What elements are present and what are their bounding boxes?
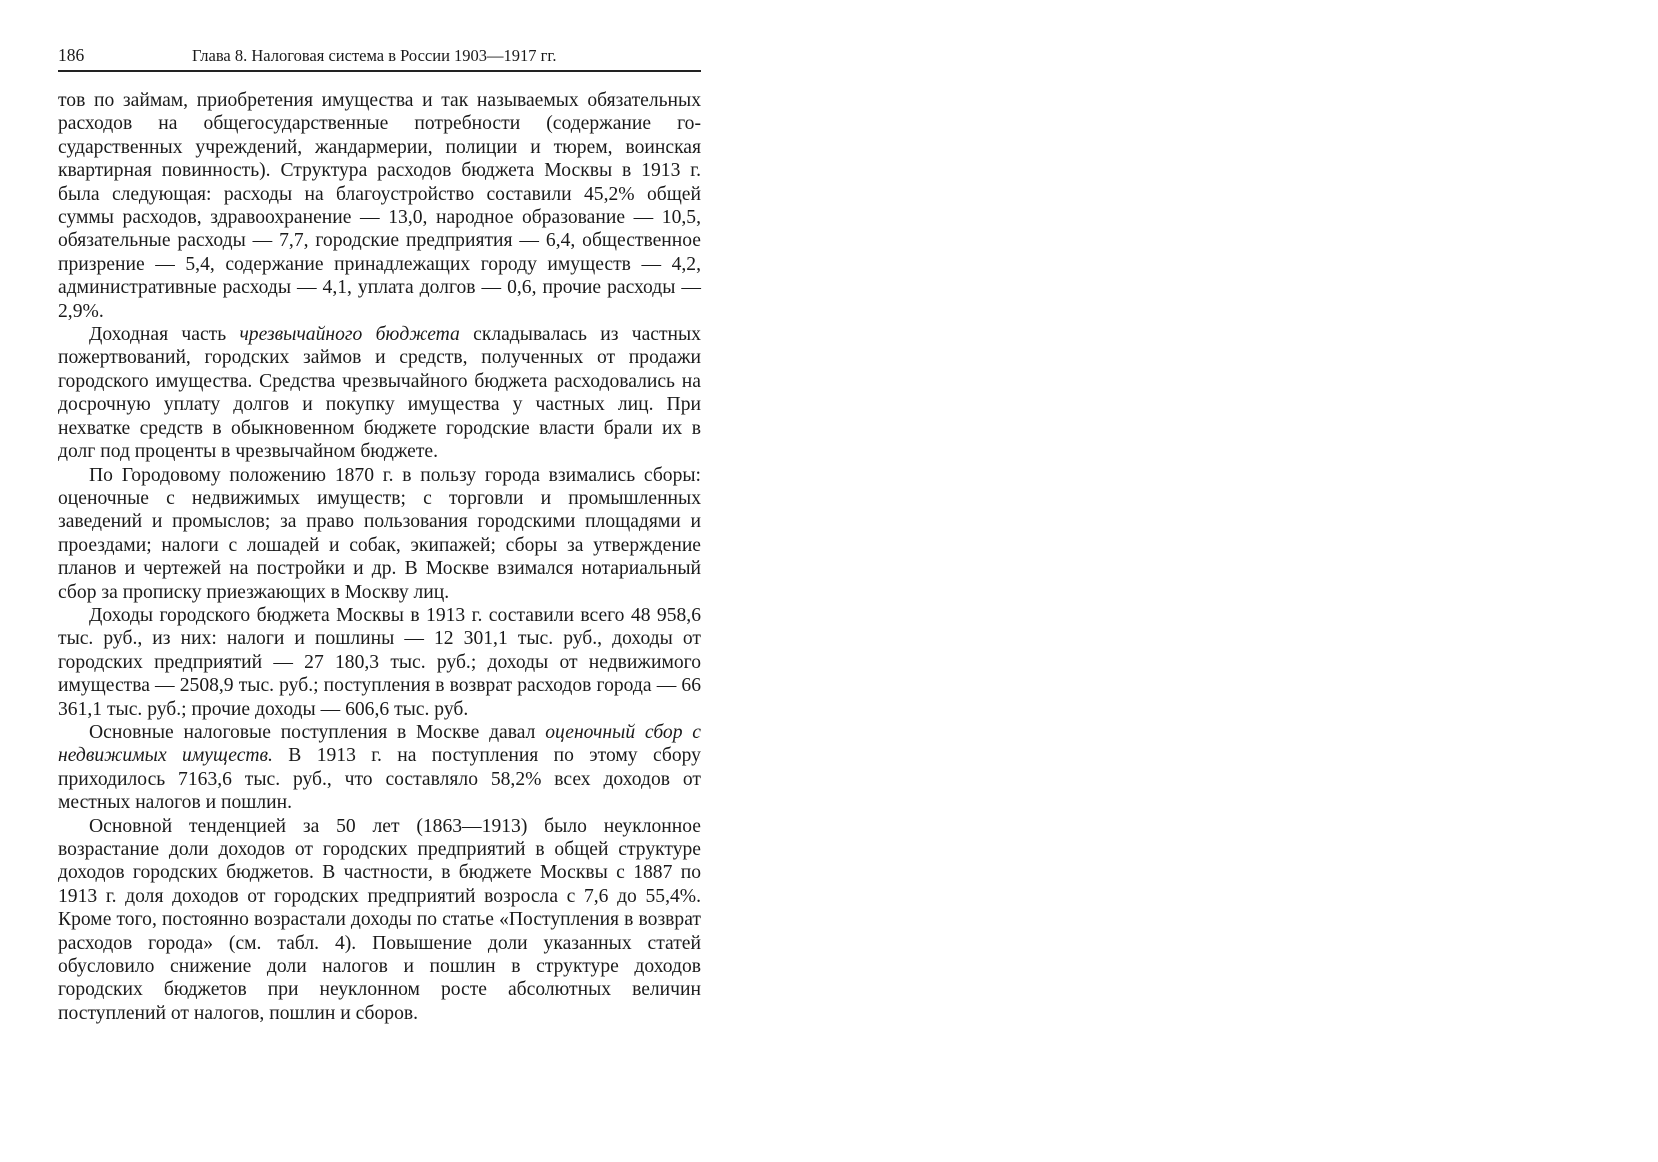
paragraph — [58, 464, 701, 604]
text-run: Доходная часть — [89, 324, 240, 346]
paragraph — [58, 323, 701, 463]
text-run: Основные налоговые поступления в Москве давал — [89, 721, 546, 743]
chapter-title: Глава 8. Налоговая система в России 1903—1917 гг. — [192, 45, 557, 65]
italic-term: чрезвычайного бюджета — [239, 324, 460, 346]
body-text — [58, 89, 701, 1025]
page-number: 186 — [58, 44, 85, 65]
text-run: Доходы городского бюджета Москвы в 1913 г. составили всего 48 958,6 тыс. руб., из них: налоги и пошлины — 12 301,1 тыс. руб., доходы от городских предприятий — 27 180,3 тыс. руб.; доходы от недвижимого имущества — 2508,9 тыс. руб.; поступления в возврат расходов города — 66 361,1 тыс. руб.; прочие доходы — 606,6 тыс. руб. — [58, 604, 701, 720]
text-run: По Городовому положению 1870 г. в пользу города взимались сборы: оценочные с недвижимых имуществ; с торговли и промышленных заведений и промыслов; за право пользования городскими площадями и проездами; налоги с лошадей и собак, экипажей; сборы за утверждение планов и чертежей на постройки и др. В Москве взимался нотариальный сбор за прописку приезжающих в Москву лиц. — [58, 464, 701, 603]
text-run: В 1913 г. на поступления по этому сбору приходилось 7163,6 тыс. руб., что составляло 58,2% всех доходов от местных налогов и пошлин. — [58, 745, 701, 814]
italic-term: оценочный сбор с недвижимых имуществ. — [58, 721, 702, 767]
paragraph — [58, 815, 701, 1026]
running-header — [58, 34, 701, 72]
paragraph — [58, 721, 701, 815]
paragraph — [58, 604, 701, 721]
text-run: Основной тенденцией за 50 лет (1863—1913) было неуклонное возрастание доли доходов от городских предприятий в общей структуре доходов городских бюджетов. В частности, в бюджете Москвы с 1887 по 1913 г. доля доходов от городских предприятий возросла с 7,6 до 55,4%. Кроме того, постоянно возрастали доходы по статье «Поступления в возврат расходов города» (см. табл. 4). Повышение доли указанных статей обусловило снижение доли налогов и пошлин в структуре доходов городских бюджетов при неуклонном росте абсолютных величин поступлений от налогов, пошлин и сборов. — [58, 815, 701, 1024]
text-run: складывалась из частных пожертвований, городских займов и средств, полученных от продажи городского имущества. Средства чрезвычайного бюджета расходовались на досрочную уплату долгов и покупку имущества у частных лиц. При нехватке средств в обыкновенном бюджете городские власти брали их в долг под проценты в чрезвычайном бюджете. — [58, 324, 701, 463]
text-run: тов по займам, приобретения имущества и так называемых обязательных расходов на общегосударственные потребности (содержание государственных учреждений, жандармерии, полиции и тюрем, воинская квартирная повинность). Структура расходов бюджета Москвы в 1913 г. была следующая: расходы на благоустройство составили 45,2% общей суммы расходов, здравоохранение — 13,0, народное образование — 10,5, обязательные расходы — 7,7, городские предприятия — 6,4, общественное призрение — 5,4, содержание принадлежащих городу имуществ — 4,2, административные расходы — 4,1, уплата долгов — 0,6, прочие расходы — 2,9%. — [58, 90, 701, 322]
book-page — [58, 34, 701, 1025]
paragraph — [58, 89, 701, 323]
